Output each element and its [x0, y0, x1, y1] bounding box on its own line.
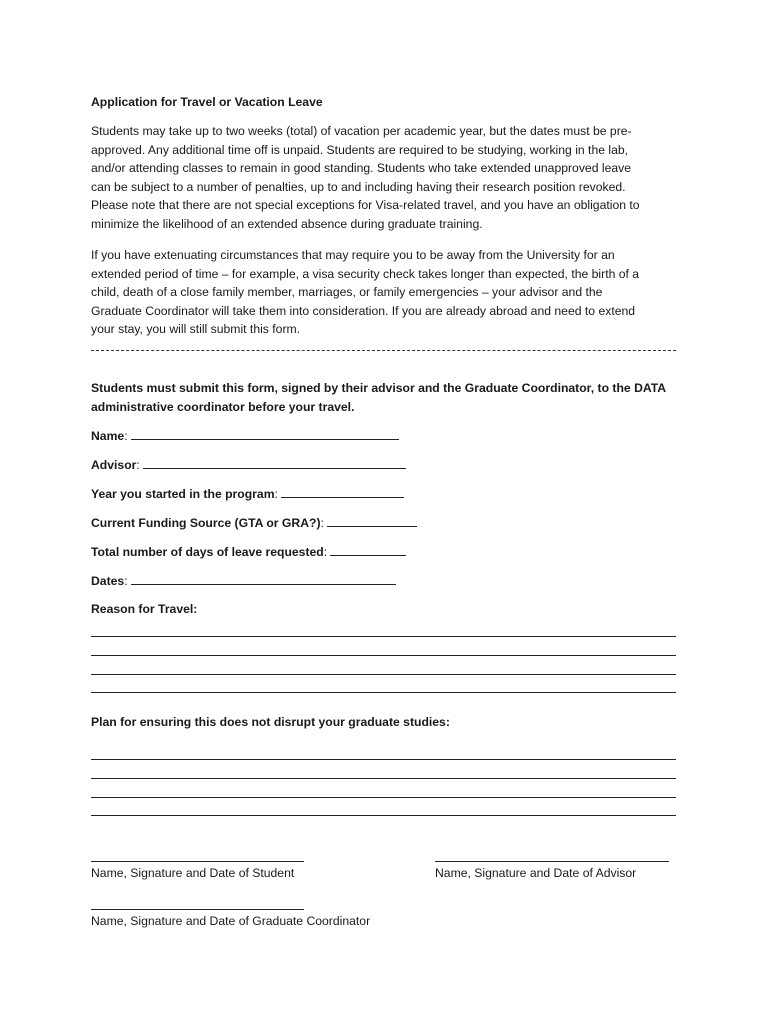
student-signature-line[interactable]: [91, 861, 304, 862]
student-signature-label: Name, Signature and Date of Student: [91, 866, 295, 880]
dates-field[interactable]: [91, 573, 396, 588]
advisor-signature-line[interactable]: [435, 861, 669, 862]
dates-colon: :: [124, 574, 128, 588]
policy-paragraph: Students may take up to two weeks (total) of vacation per academic year, but the dates must be pre- approved. Any additional time off is unpaid. Students are required to be studying, working in the lab, and/or attending classes to remain in good standing. Students who take extended unapproved leave can be subject to a number of penalties, up to and including having their research position revoked. Please note that there are not special exceptions for Visa-related travel, and you have an obligation to minimize the likelihood of an extended absence during graduate training.: [91, 124, 640, 231]
advisor-signature-label: Name, Signature and Date of Advisor: [435, 866, 637, 880]
year-started-colon: :: [274, 487, 278, 501]
advisor-blank-line[interactable]: [143, 457, 406, 469]
advisor-colon: :: [136, 458, 140, 472]
dates-label: Dates: [91, 574, 125, 588]
days-requested-colon: :: [323, 545, 328, 559]
name-field[interactable]: [91, 428, 399, 443]
funding-source-field[interactable]: [91, 515, 417, 530]
submission-instructions: Students must submit this form, signed by their advisor and the Graduate Coordinator, to the DATA administrative coordinator before your travel.: [91, 381, 667, 414]
form-title: Application for Travel or Vacation Leave: [91, 95, 323, 109]
funding-source-label: Current Funding Source (GTA or GRA?): [91, 516, 321, 530]
coordinator-signature-line[interactable]: [91, 909, 304, 910]
funding-source-colon: :: [320, 516, 324, 530]
days-requested-label: Total number of days of leave requested: [91, 545, 324, 559]
extenuating-paragraph: If you have extenuating circumstances that may require you to be away from the University for an extended period of time – for example, a visa security check takes longer than expected, the birth of a child, death of a close family member, marriages, or family emergencies – your advisor and the Graduate Coordinator will take them into consideration. If you are already abroad and need to extend your stay, you will still submit this form.: [91, 248, 640, 337]
name-label: Name: [91, 429, 125, 443]
plan-line[interactable]: [91, 815, 676, 816]
reason-heading: Reason for Travel:: [91, 602, 198, 616]
advisor-field[interactable]: [91, 457, 406, 472]
dates-blank-line[interactable]: [131, 573, 396, 585]
reason-line[interactable]: [91, 655, 676, 656]
plan-line[interactable]: [91, 797, 676, 798]
year-started-blank-line[interactable]: [281, 486, 404, 498]
year-started-label: Year you started in the program: [91, 487, 275, 501]
year-started-field[interactable]: [91, 486, 404, 501]
plan-heading: Plan for ensuring this does not disrupt your graduate studies:: [91, 715, 450, 729]
reason-line[interactable]: [91, 674, 676, 675]
days-requested-field[interactable]: [91, 544, 406, 559]
section-divider: [91, 350, 676, 351]
reason-line[interactable]: [91, 692, 676, 693]
plan-line[interactable]: [91, 759, 676, 760]
days-requested-blank-line[interactable]: [330, 544, 406, 556]
reason-line[interactable]: [91, 636, 676, 637]
funding-source-blank-line[interactable]: [327, 515, 417, 527]
name-blank-line[interactable]: [131, 428, 399, 440]
coordinator-signature-label: Name, Signature and Date of Graduate Coordinator: [91, 914, 371, 928]
name-colon: :: [124, 429, 128, 443]
advisor-label: Advisor: [91, 458, 137, 472]
plan-line[interactable]: [91, 778, 676, 779]
